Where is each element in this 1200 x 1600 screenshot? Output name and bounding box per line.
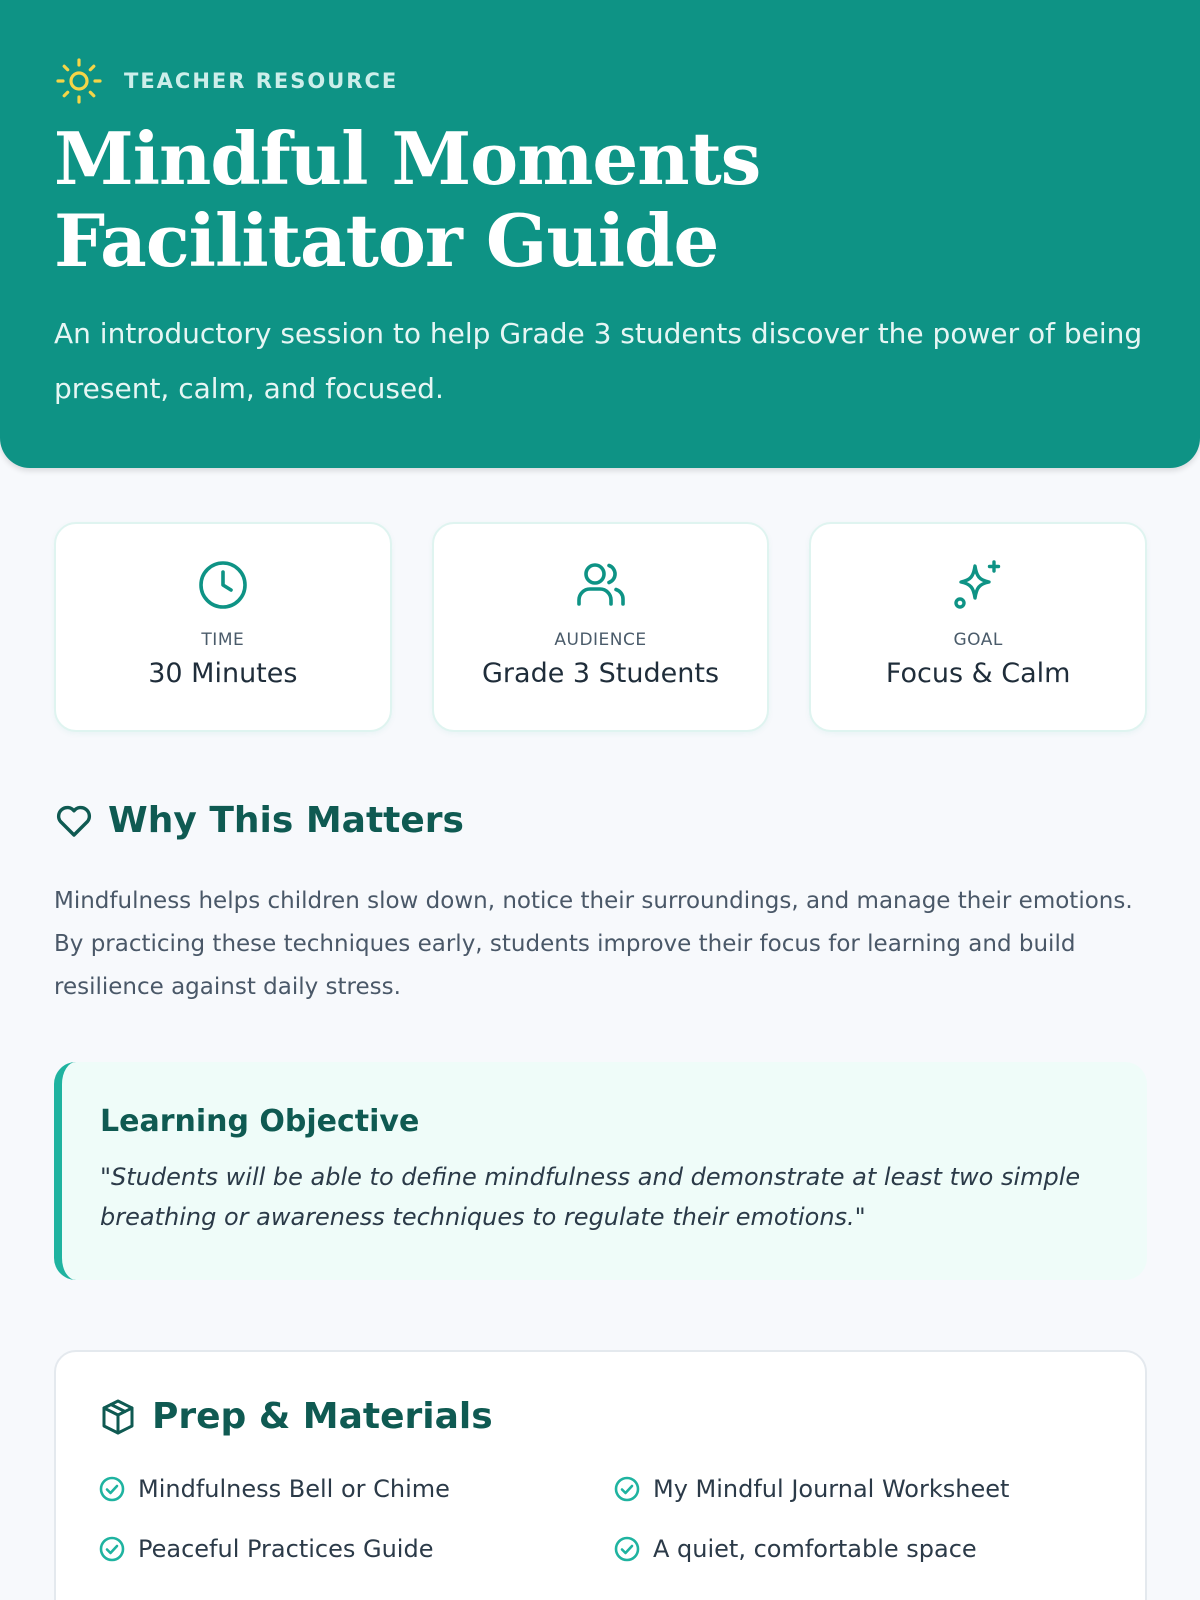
check-circle-icon [98, 1475, 126, 1503]
eyebrow-label: TEACHER RESOURCE [124, 69, 399, 93]
list-item-label: Peaceful Practices Guide [138, 1535, 434, 1563]
stat-value: Focus & Calm [885, 658, 1071, 689]
prep-section-header [98, 1396, 493, 1437]
learning-objective-callout [54, 1062, 1147, 1280]
check-circle-icon [613, 1535, 641, 1563]
sun-icon [54, 56, 104, 106]
page-subtitle: An introductory session to help Grade 3 students discover the power of being present, calm, and focused. [54, 317, 1143, 405]
objective-quote: "Students will be able to define mindfulness and demonstrate at least two simple breathing or awareness techniques to regulate their emotions." [100, 1163, 1081, 1231]
list-item [613, 1534, 1108, 1564]
stat-label: TIME [201, 630, 245, 650]
box-icon [98, 1397, 138, 1437]
check-circle-icon [613, 1475, 641, 1503]
why-section-header [54, 800, 464, 841]
prep-materials-card [54, 1350, 1147, 1600]
stat-value: 30 Minutes [148, 658, 298, 689]
list-item [98, 1474, 613, 1504]
stat-card-audience [432, 522, 770, 732]
list-item-label: Mindfulness Bell or Chime [138, 1475, 450, 1503]
stat-label: AUDIENCE [554, 630, 647, 650]
summary-cards [54, 522, 1147, 732]
objective-title: Learning Objective [100, 1104, 420, 1139]
eyebrow [54, 56, 398, 106]
list-item-label: My Mindful Journal Worksheet [653, 1475, 1010, 1503]
why-body: Mindfulness helps children slow down, notice their surroundings, and manage their emotions. By practicing these techniques early, students improve their focus for learning and build resilience against daily stress. [54, 888, 1133, 1000]
stat-card-goal [809, 522, 1147, 732]
section-title: Prep & Materials [152, 1396, 493, 1437]
check-circle-icon [98, 1535, 126, 1563]
heart-icon [54, 801, 94, 841]
list-item [98, 1534, 613, 1564]
list-item-label: A quiet, comfortable space [653, 1535, 977, 1563]
materials-list [98, 1474, 1108, 1564]
stat-card-time [54, 522, 392, 732]
header-banner [0, 0, 1200, 468]
sparkles-icon [951, 558, 1005, 612]
section-title: Why This Matters [108, 800, 464, 841]
page-title: Mindful Moments Facilitator Guide [54, 116, 761, 283]
list-item [613, 1474, 1108, 1504]
stat-value: Grade 3 Students [482, 658, 720, 689]
clock-icon [196, 558, 250, 612]
users-icon [574, 558, 628, 612]
stat-label: GOAL [953, 630, 1003, 650]
